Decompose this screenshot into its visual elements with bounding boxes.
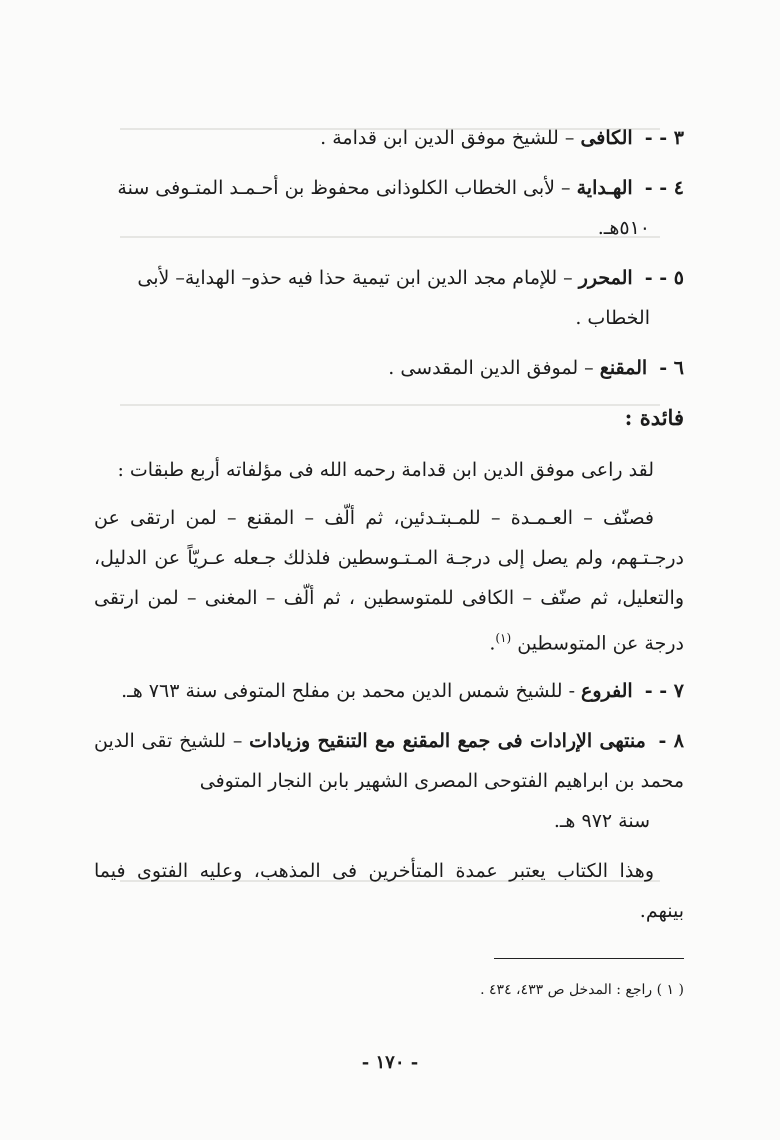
book-entry-5 xyxy=(94,258,684,338)
entry-title: الفروع xyxy=(581,680,633,703)
page-body xyxy=(94,118,684,939)
footnote-separator xyxy=(494,958,684,959)
entry-number: ٤ - - xyxy=(644,177,684,199)
book-entry-7 xyxy=(94,671,684,711)
entry-text: – للشيخ تقى الدين محمد بن ابراهيم الفتوحى المصرى الشهير بابن النجار المتوفى xyxy=(94,730,684,793)
footnote-reference: (١) xyxy=(495,631,512,645)
entry-continuation: سنة ٩٧٢ هـ. xyxy=(553,810,650,833)
entry-continuation: ٥١٠هـ. xyxy=(597,217,650,239)
entry-text: – للشيخ موفق الدين ابن قدامة . xyxy=(320,127,575,149)
page-number: - ١٧٠ - xyxy=(361,1052,419,1073)
entry-title: الكافى xyxy=(580,127,633,149)
classes-paragraph: فصنّف – العـمـدة – للمـبتـدئين، ثم ألّف – المقنع – لمن ارتقى عن درجـتـهم، ولم يصل إلى درجـة المـتـوسطين فلذلك جـعله عـريّاً عن الدليل، والتعليل، ثم صنّف – الكافى للمتوسطين ، ثم ألّف – المغنى – لمن ارتقى درجة عن المتوسطين $^{(١)}$. xyxy=(94,507,684,655)
entry-title: المقنع xyxy=(599,357,648,379)
entry-number: ٦ - xyxy=(659,357,684,379)
entry-title: المحرر xyxy=(578,267,633,289)
entry-title: الهـداية xyxy=(576,177,633,199)
entry-text: - للشيخ شمس الدين محمد بن مفلح المتوفى سنة ٧٦٣ هـ. xyxy=(121,680,575,703)
book-entry-3 xyxy=(94,118,684,158)
paragraph-text: فصنّف – العـمـدة – للمـبتـدئين، ثم ألّف – المقنع – لمن ارتقى عن درجـتـهم، ولم يصل إلى درجـة المـتـوسطين فلذلك جـعله عـريّاً عن الدليل، والتعليل، ثم صنّف – الكافى للمتوسطين ، ثم ألّف – المغنى – لمن ارتقى درجة عن المتوسطين xyxy=(94,507,684,655)
section-heading: فائدة : xyxy=(624,405,684,430)
entry-continuation: الخطاب . xyxy=(575,307,650,329)
footnote: ( ١ ) راجع : المدخل ص ٤٣٣، ٤٣٤ . xyxy=(480,982,684,998)
closing-paragraph: وهذا الكتاب يعتبر عمدة المتأخرين فى المذهب، وعليه الفتوى فيما بينهم. xyxy=(94,860,684,923)
entry-text: – للإمام مجد الدين ابن تيمية حذا فيه حذو– الهداية– لأبى xyxy=(137,267,573,289)
book-entry-6 xyxy=(94,348,684,388)
entry-title: منتهى الإرادات فى جمع المقنع مع التنقيح وزيادات xyxy=(249,730,646,753)
entry-text: – لموفق الدين المقدسى . xyxy=(388,357,594,379)
intro-paragraph: لقد راعى موفق الدين ابن قدامة رحمه الله فى مؤلفاته أربع طبقات : xyxy=(117,459,654,481)
book-entry-8 xyxy=(94,721,684,841)
entry-number: ٣ - - xyxy=(644,127,684,149)
entry-text: – لأبى الخطاب الكلوذانى محفوظ بن أحـمـد المتـوفى سنة xyxy=(117,177,571,199)
entry-number: ٧ - - xyxy=(644,680,684,703)
entry-number: ٨ - xyxy=(658,730,684,753)
book-entry-4 xyxy=(94,168,684,248)
entry-number: ٥ - - xyxy=(644,267,684,289)
